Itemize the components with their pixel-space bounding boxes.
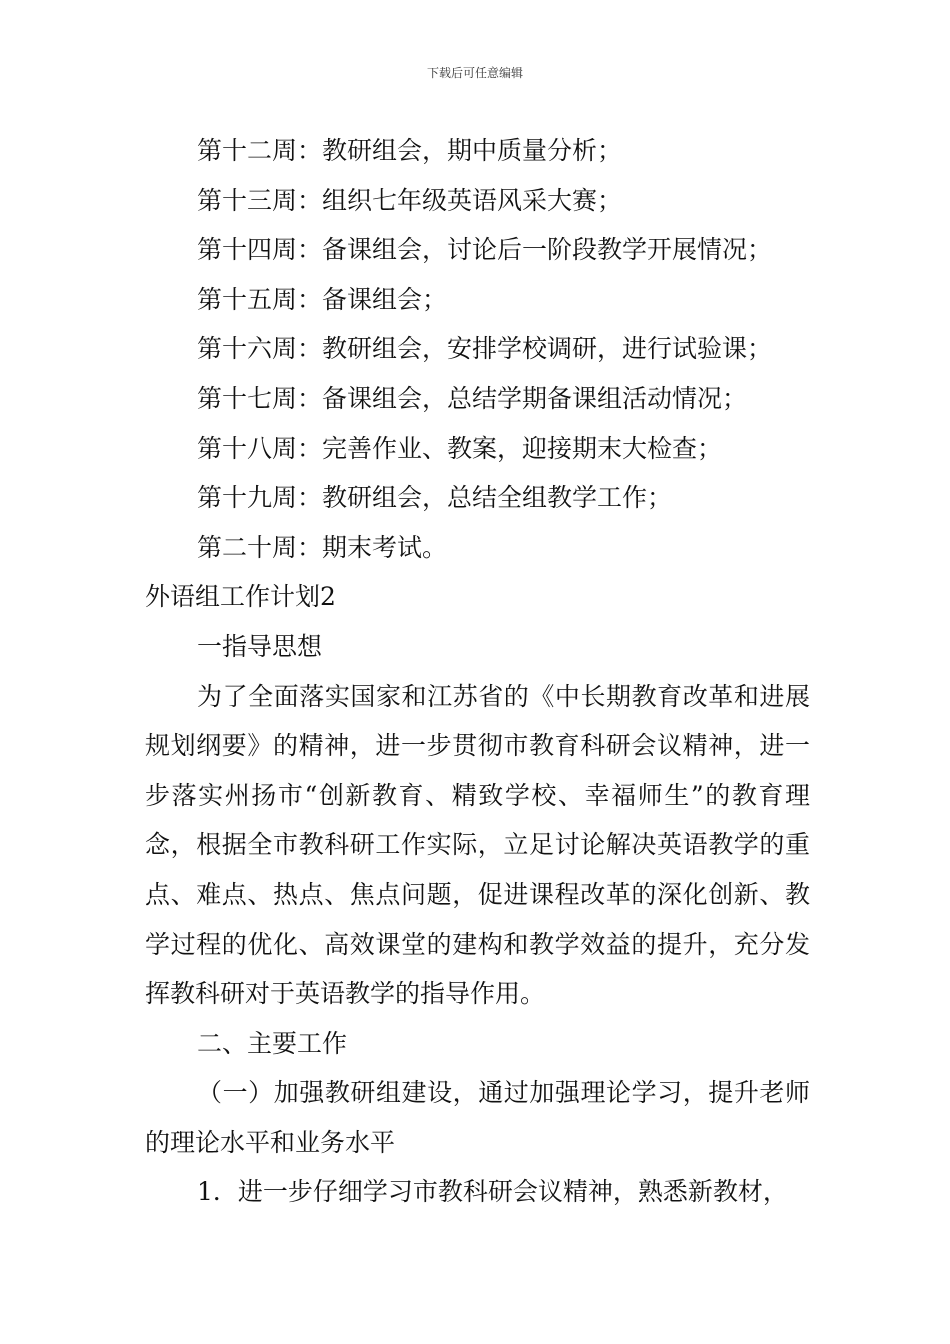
schedule-week-20: 第二十周：期末考试。 [197,532,448,562]
document-body [145,126,810,1217]
schedule-week-16: 第十六周：教研组会，安排学校调研，进行试验课； [197,334,773,364]
guiding-heading: 一指导思想 [197,631,323,661]
main-work-heading: 二、主要工作 [197,1028,348,1058]
schedule-week-19: 第十九周：教研组会，总结全组教学工作； [197,483,673,513]
schedule-week-13: 第十三周：组织七年级英语风采大赛； [197,185,623,215]
schedule-week-12: 第十二周：教研组会，期中质量分析； [197,136,623,165]
section-title: 外语组工作计划2 [145,582,336,612]
guiding-paragraph: 为了全面落实国家和江苏省的《中长期教育改革和进展规划纲要》的精神，进一步贯彻市教育科研会议精神，进一步落实州扬市“创新教育、精致学校、幸福师生”的教育理念，根据全市教科研工作实际，立足讨论解决英语教学的重点、难点、热点、焦点问题，促进课程改革的深化创新、教学过程的优化、高效课堂的建构和教学效益的提升，充分发挥教科研对于英语教学的指导作用。 [145,681,810,1009]
schedule-week-14: 第十四周：备课组会，讨论后一阶段教学开展情况； [197,235,773,265]
schedule-week-18: 第十八周：完善作业、教案，迎接期末大检查； [197,433,723,463]
schedule-week-15: 第十五周：备课组会； [197,284,448,314]
header-note: 下载后可任意编辑 [426,66,523,80]
schedule-week-17: 第十七周：备课组会，总结学期备课组活动情况； [197,383,748,413]
main-work-item1: 1．进一步仔细学习市教科研会议精神，熟悉新教材， [197,1177,788,1207]
main-work-sub1: （一）加强教研组建设，通过加强理论学习，提升老师的理论水平和业务水平 [145,1078,810,1157]
